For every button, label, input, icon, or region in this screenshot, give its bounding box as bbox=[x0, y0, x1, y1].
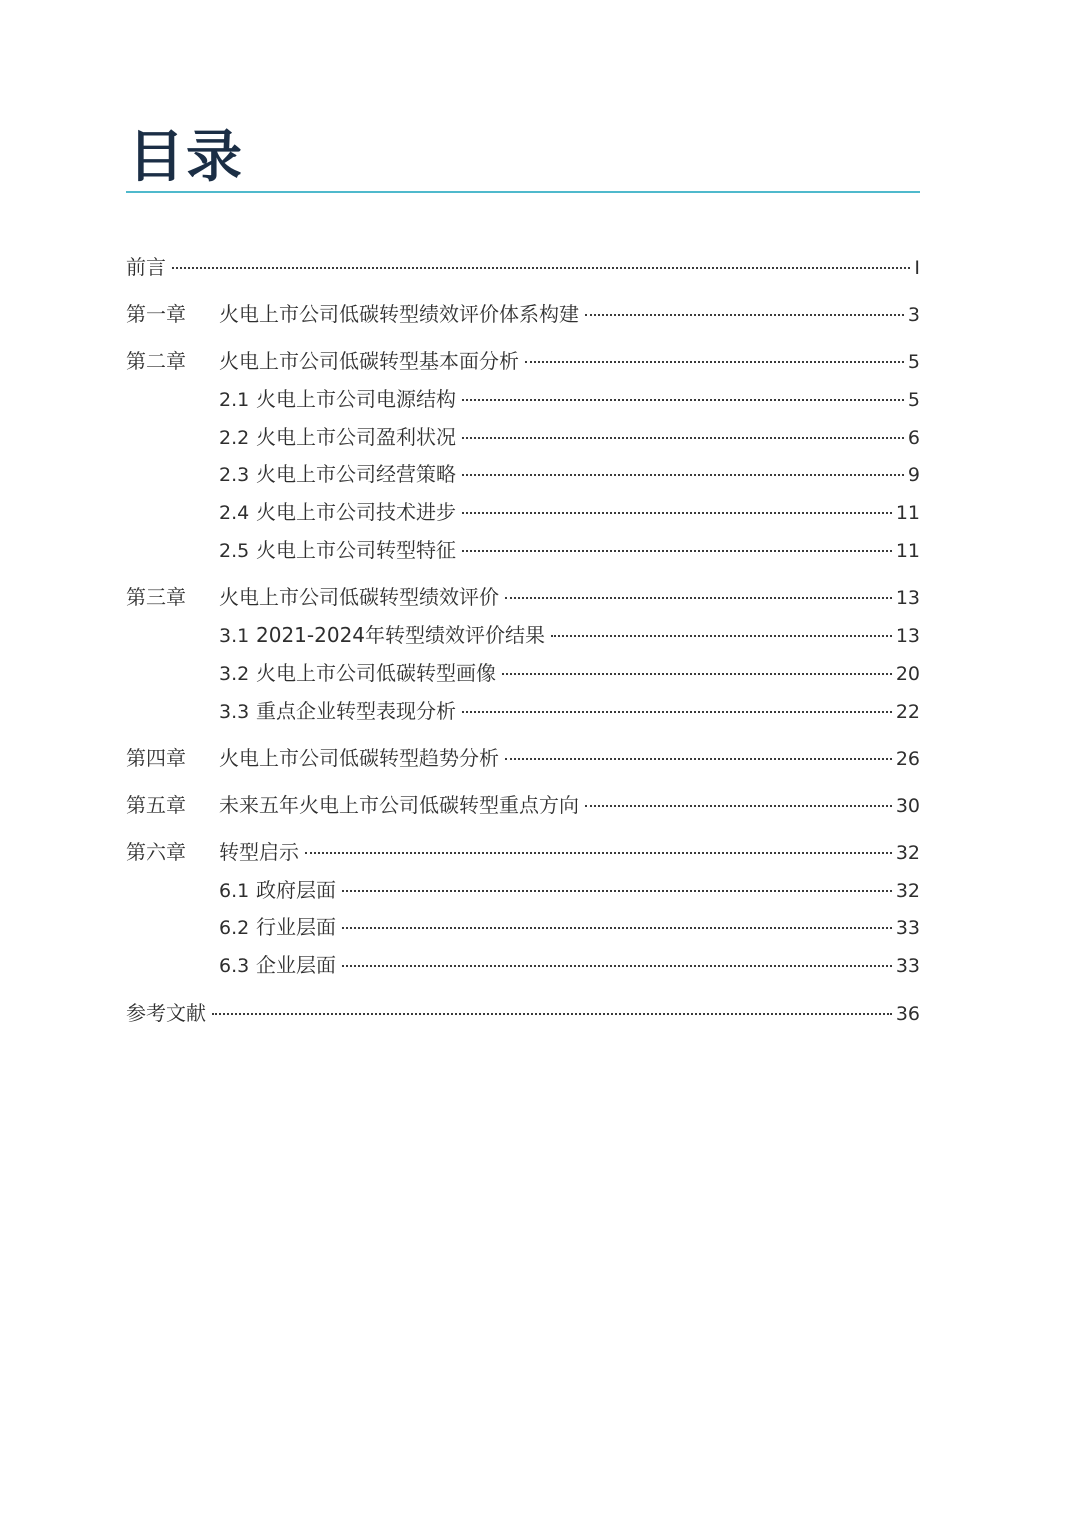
toc-entry-page: 33 bbox=[895, 917, 920, 939]
toc-entry-number: 第六章 bbox=[126, 840, 186, 864]
toc-entry-number: 6.3 bbox=[219, 955, 250, 977]
dot-leader bbox=[505, 758, 892, 760]
toc-entry-page: 22 bbox=[895, 701, 920, 723]
toc-entry-page: 3 bbox=[907, 304, 920, 326]
dot-leader bbox=[462, 437, 904, 439]
toc-entry-page: 33 bbox=[895, 955, 920, 977]
toc-entry-page: 11 bbox=[895, 502, 920, 524]
toc-entry-title: 转型启示 bbox=[219, 840, 299, 864]
toc-entry-section-3-2[interactable] bbox=[219, 658, 920, 688]
toc-entry-number: 第二章 bbox=[126, 349, 186, 373]
toc-entry-preface[interactable] bbox=[126, 252, 920, 282]
toc-entry-page: 32 bbox=[895, 880, 920, 902]
toc-entry-section-2-2[interactable] bbox=[219, 422, 920, 452]
dot-leader bbox=[462, 512, 892, 514]
toc-entry-number: 3.1 bbox=[219, 625, 250, 647]
toc-entry-number: 3.3 bbox=[219, 701, 250, 723]
toc-entry-title: 火电上市公司低碳转型绩效评价 bbox=[219, 585, 499, 609]
toc-entry-chapter-2[interactable] bbox=[126, 346, 920, 376]
toc-entry-number: 第四章 bbox=[126, 746, 186, 770]
toc-entry-page: 13 bbox=[895, 625, 920, 647]
toc-entry-title: 火电上市公司低碳转型趋势分析 bbox=[219, 746, 499, 770]
toc-entry-number: 2.1 bbox=[219, 389, 250, 411]
toc-entry-title: 未来五年火电上市公司低碳转型重点方向 bbox=[219, 793, 579, 817]
toc-entry-title: 前言 bbox=[126, 255, 166, 279]
toc-entry-number: 2.5 bbox=[219, 540, 250, 562]
toc-entry-title: 行业层面 bbox=[256, 915, 336, 939]
toc-entry-number: 6.1 bbox=[219, 880, 250, 902]
toc-entry-page: 9 bbox=[907, 464, 920, 486]
toc-entry-page: 11 bbox=[895, 540, 920, 562]
toc-entry-title: 2021-2024年转型绩效评价结果 bbox=[256, 623, 546, 647]
toc-entry-section-6-3[interactable] bbox=[219, 950, 920, 980]
dot-leader bbox=[342, 890, 892, 892]
dot-leader bbox=[585, 805, 892, 807]
toc-entry-number: 3.2 bbox=[219, 663, 250, 685]
toc-entry-section-2-3[interactable] bbox=[219, 459, 920, 489]
toc-heading: 目录 bbox=[128, 125, 244, 190]
toc-entry-chapter-5[interactable] bbox=[126, 790, 920, 820]
toc-entry-chapter-6[interactable] bbox=[126, 837, 920, 867]
toc-entry-chapter-4[interactable] bbox=[126, 743, 920, 773]
dot-leader bbox=[342, 927, 892, 929]
toc-entry-chapter-1[interactable] bbox=[126, 299, 920, 329]
toc-entry-title: 火电上市公司低碳转型画像 bbox=[256, 661, 496, 685]
toc-entry-section-2-1[interactable] bbox=[219, 384, 920, 414]
toc-entry-title: 火电上市公司经营策略 bbox=[256, 462, 456, 486]
dot-leader bbox=[502, 673, 892, 675]
toc-entry-title: 火电上市公司转型特征 bbox=[256, 538, 456, 562]
toc-entry-page: 36 bbox=[895, 1003, 920, 1025]
toc-entry-title: 火电上市公司电源结构 bbox=[256, 387, 456, 411]
toc-entry-number: 2.2 bbox=[219, 427, 250, 449]
toc-entry-title: 火电上市公司技术进步 bbox=[256, 500, 456, 524]
toc-entry-page: 13 bbox=[895, 587, 920, 609]
toc-entry-page: 30 bbox=[895, 795, 920, 817]
toc-entry-number: 6.2 bbox=[219, 917, 250, 939]
heading-divider bbox=[126, 191, 920, 193]
dot-leader bbox=[212, 1013, 892, 1015]
toc-entry-page: 5 bbox=[907, 351, 920, 373]
toc-entry-title: 火电上市公司低碳转型绩效评价体系构建 bbox=[219, 302, 579, 326]
dot-leader bbox=[551, 635, 892, 637]
toc-entry-page: 20 bbox=[895, 663, 920, 685]
dot-leader bbox=[462, 399, 904, 401]
toc-entry-page: 26 bbox=[895, 748, 920, 770]
toc-entry-section-3-1[interactable] bbox=[219, 620, 920, 650]
toc-entry-number: 第五章 bbox=[126, 793, 186, 817]
dot-leader bbox=[462, 550, 892, 552]
toc-entry-chapter-3[interactable] bbox=[126, 582, 920, 612]
dot-leader bbox=[342, 965, 892, 967]
dot-leader bbox=[525, 361, 904, 363]
toc-entry-section-6-2[interactable] bbox=[219, 912, 920, 942]
dot-leader bbox=[172, 267, 910, 269]
dot-leader bbox=[462, 711, 892, 713]
toc-entry-title: 企业层面 bbox=[256, 953, 336, 977]
dot-leader bbox=[462, 474, 904, 476]
dot-leader bbox=[585, 314, 904, 316]
toc-entry-number: 第三章 bbox=[126, 585, 186, 609]
toc-entry-page: 5 bbox=[907, 389, 920, 411]
toc-entry-section-2-4[interactable] bbox=[219, 497, 920, 527]
toc-entry-number: 第一章 bbox=[126, 302, 186, 326]
toc-entry-page: I bbox=[914, 257, 920, 279]
toc-entry-references[interactable] bbox=[126, 998, 920, 1028]
toc-entry-title: 参考文献 bbox=[126, 1001, 206, 1025]
toc-entry-title: 火电上市公司低碳转型基本面分析 bbox=[219, 349, 519, 373]
toc-entry-page: 32 bbox=[895, 842, 920, 864]
toc-entry-title: 火电上市公司盈利状况 bbox=[256, 425, 456, 449]
toc-entry-title: 政府层面 bbox=[256, 878, 336, 902]
toc-entry-section-2-5[interactable] bbox=[219, 535, 920, 565]
toc-entry-number: 2.3 bbox=[219, 464, 250, 486]
toc-entry-number: 2.4 bbox=[219, 502, 250, 524]
toc-entry-section-3-3[interactable] bbox=[219, 696, 920, 726]
toc-entry-title: 重点企业转型表现分析 bbox=[256, 699, 456, 723]
dot-leader bbox=[305, 852, 892, 854]
toc-entry-section-6-1[interactable] bbox=[219, 875, 920, 905]
toc-entry-page: 6 bbox=[907, 427, 920, 449]
dot-leader bbox=[505, 597, 892, 599]
